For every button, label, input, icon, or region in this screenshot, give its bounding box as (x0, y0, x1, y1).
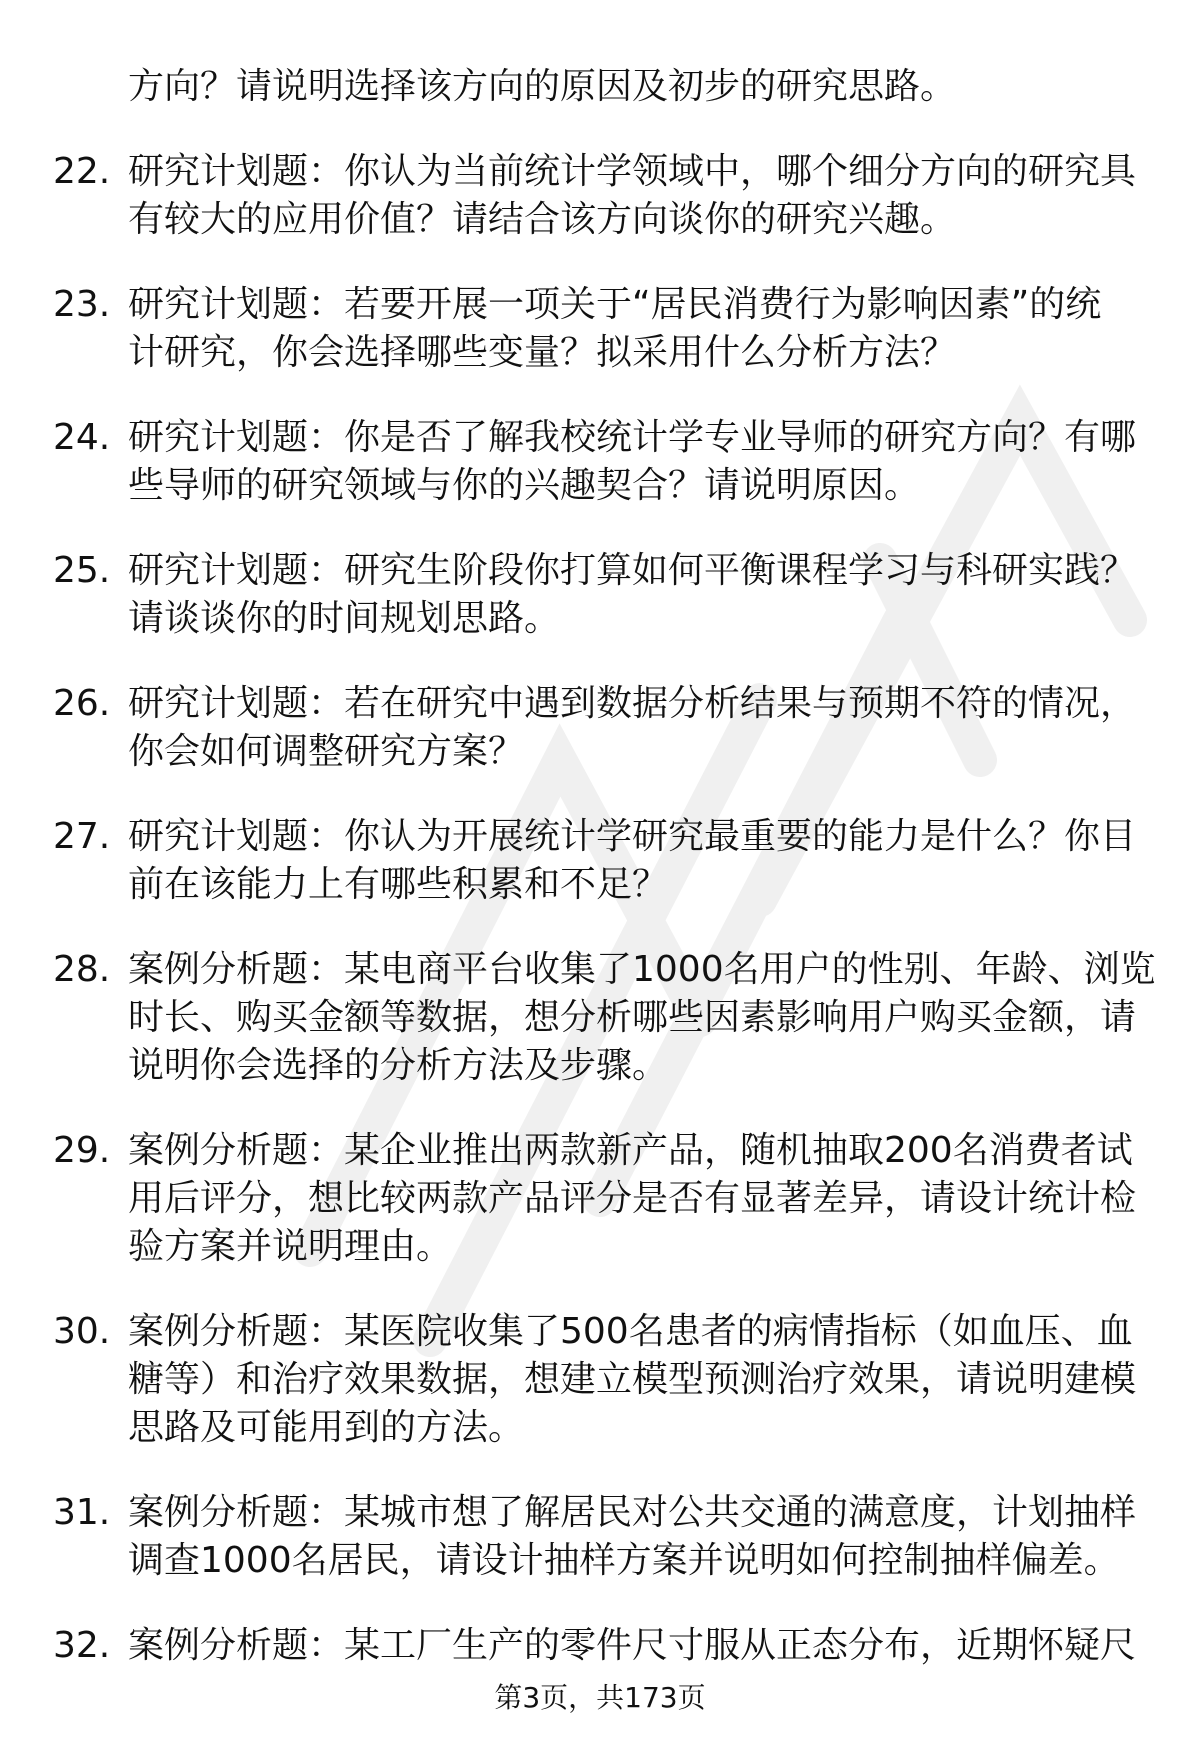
question-text-line: 研究计划题：你认为开展统计学研究最重要的能力是什么？你目 (128, 816, 1137, 857)
continuation-text (0, 63, 1200, 111)
question-item (0, 813, 1200, 909)
question-text-line: 思路及可能用到的方法。 (128, 1407, 525, 1448)
question-text-line: 时长、购买金额等数据，想分析哪些因素影响用户购买金额，请 (128, 997, 1137, 1038)
question-text-line: 案例分析题：某城市想了解居民对公共交通的满意度，计划抽样 (128, 1492, 1137, 1533)
question-text-line: 糖等）和治疗效果数据，想建立模型预测治疗效果，请说明建模 (128, 1359, 1137, 1400)
question-text-line: 案例分析题：某电商平台收集了1000名用户的性别、年龄、浏览 (128, 949, 1156, 990)
question-item (0, 1308, 1200, 1452)
question-item (0, 281, 1200, 377)
question-item (0, 414, 1200, 510)
question-item (0, 1622, 1200, 1670)
question-text-line: 验方案并说明理由。 (128, 1226, 453, 1267)
question-number: 30. (53, 1311, 111, 1352)
question-text-line: 请谈谈你的时间规划思路。 (128, 598, 561, 639)
question-item (0, 148, 1200, 244)
question-number: 29. (53, 1130, 111, 1171)
question-number: 28. (53, 949, 111, 990)
question-text-line: 你会如何调整研究方案？ (128, 731, 525, 772)
question-text-line: 调查1000名居民，请设计抽样方案并说明如何控制抽样偏差。 (128, 1540, 1120, 1581)
text-line: 方向？请说明选择该方向的原因及初步的研究思路。 (128, 66, 957, 107)
question-text-line: 研究计划题：若在研究中遇到数据分析结果与预期不符的情况， (128, 683, 1137, 724)
question-item (0, 1127, 1200, 1271)
question-text-line: 前在该能力上有哪些积累和不足？ (128, 864, 669, 905)
question-text-line: 研究计划题：你认为当前统计学领域中，哪个细分方向的研究具 (128, 151, 1137, 192)
question-text-line: 计研究，你会选择哪些变量？拟采用什么分析方法？ (128, 332, 957, 373)
question-number: 25. (53, 550, 111, 591)
question-number: 26. (53, 683, 111, 724)
question-text-line: 有较大的应用价值？请结合该方向谈你的研究兴趣。 (128, 199, 957, 240)
question-number: 31. (53, 1492, 111, 1533)
question-text-line: 案例分析题：某医院收集了500名患者的病情指标（如血压、血 (128, 1311, 1133, 1352)
question-text-line: 研究计划题：若要开展一项关于“居民消费行为影响因素”的统 (128, 284, 1102, 325)
question-number: 27. (53, 816, 111, 857)
question-item (0, 946, 1200, 1090)
question-number: 23. (53, 284, 111, 325)
question-text-line: 研究计划题：你是否了解我校统计学专业导师的研究方向？有哪 (128, 417, 1137, 458)
question-list (0, 63, 1200, 1707)
question-text-line: 些导师的研究领域与你的兴趣契合？请说明原因。 (128, 465, 921, 506)
question-number: 24. (53, 417, 111, 458)
question-text-line: 案例分析题：某工厂生产的零件尺寸服从正态分布，近期怀疑尺 (128, 1625, 1137, 1666)
question-number: 32. (53, 1625, 111, 1666)
question-text-line: 说明你会选择的分析方法及步骤。 (128, 1045, 669, 1086)
question-text-line: 研究计划题：研究生阶段你打算如何平衡课程学习与科研实践？ (128, 550, 1137, 591)
question-item (0, 680, 1200, 776)
question-item (0, 547, 1200, 643)
question-item (0, 1489, 1200, 1585)
page-number: 第3页，共173页 (494, 1681, 706, 1714)
question-number: 22. (53, 151, 111, 192)
question-text-line: 用后评分，想比较两款产品评分是否有显著差异，请设计统计检 (128, 1178, 1137, 1219)
question-text-line: 案例分析题：某企业推出两款新产品，随机抽取200名消费者试 (128, 1130, 1133, 1171)
